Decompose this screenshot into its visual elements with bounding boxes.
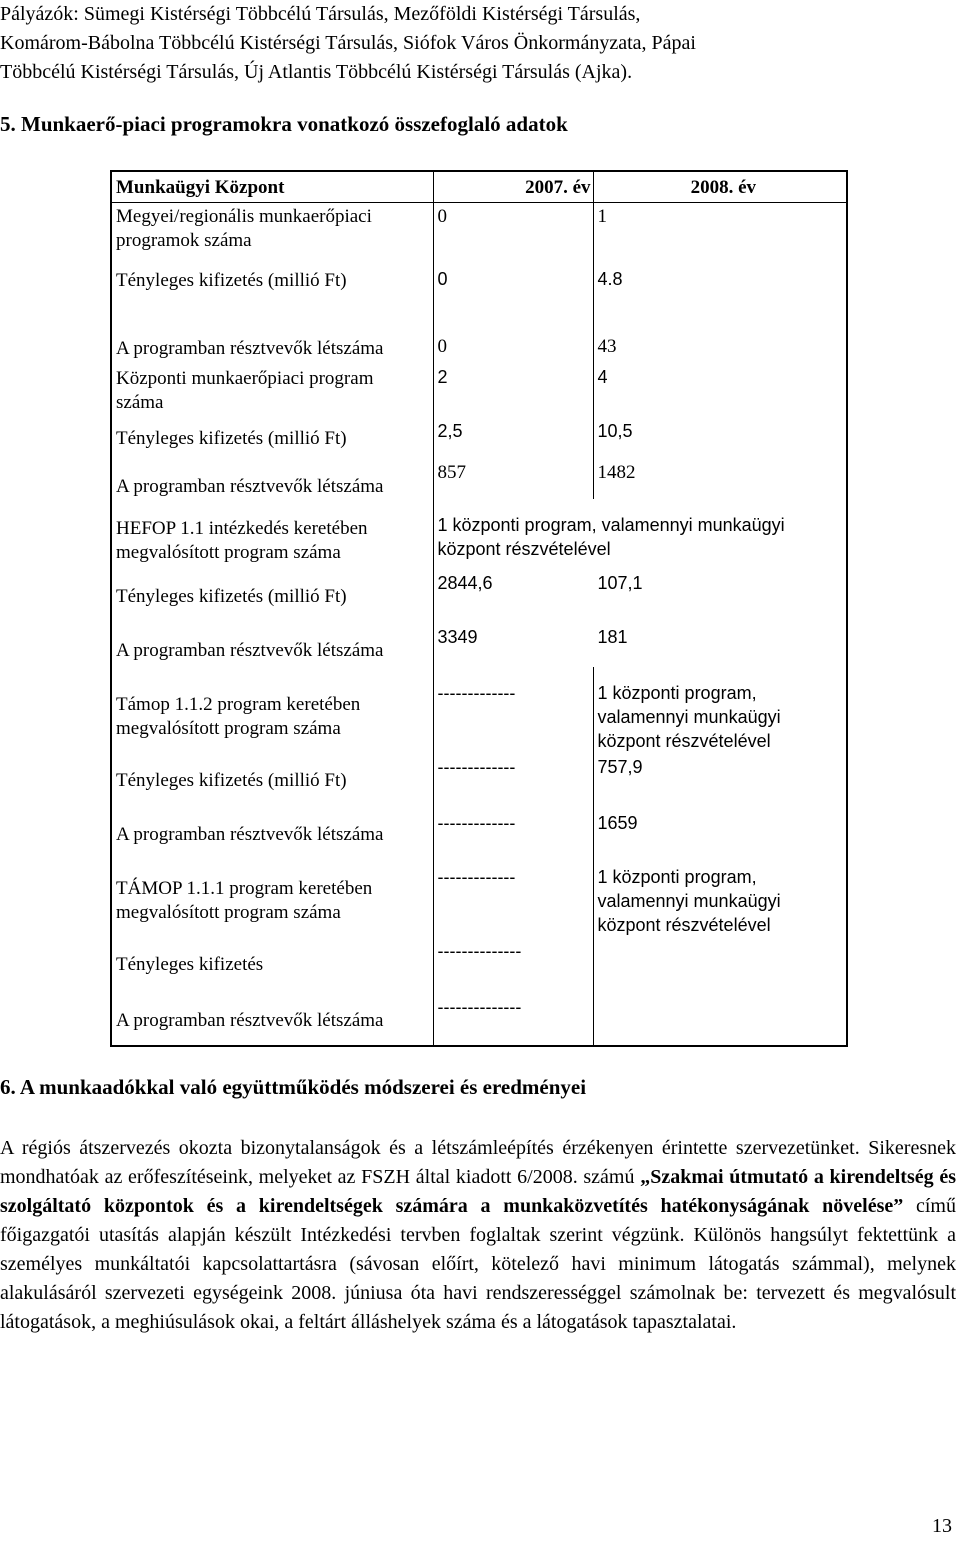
column-divider (593, 203, 594, 499)
value-2008: 1 (597, 206, 607, 227)
value-2008: 181 (597, 627, 628, 647)
row-label: Tényleges kifizetés (millió Ft) (116, 428, 347, 449)
value-2007: 0 (437, 206, 447, 227)
row-label: Támop 1.1.2 program keretében megvalósított program száma (116, 694, 361, 739)
paragraph-bold-title: „Szakmai útmutató a kirendeltség és szolgáltató központok és a kirendeltségek számára a munkaközvetítés hatékonyságának növelése” (0, 1166, 956, 1217)
paragraph-text: A régiós átszervezés okozta bizonytalanságok és a létszámleépítés érzékenyen érintette szervezetünket. Sikeresnek mondhatóak az erőfeszítéseink, melyeket az FSZH által kiadott 6/2008. számú (0, 1137, 956, 1188)
row-label: Tényleges kifizetés (millió Ft) (116, 586, 347, 607)
row-label: A programban résztvevők létszáma (116, 824, 384, 845)
value-2007: 3349 (437, 627, 478, 647)
value-2007: 2 (437, 367, 448, 387)
value-2007: -------------- (437, 997, 522, 1017)
row-label: A programban résztvevők létszáma (116, 476, 384, 497)
section-6-paragraph (0, 1134, 956, 1337)
value-2007: 857 (437, 462, 466, 483)
intro-line-3: Többcélú Kistérségi Társulás, Új Atlantis Többcélú Kistérségi Társulás (Ajka). (0, 61, 633, 83)
row-label: A programban résztvevők létszáma (116, 338, 384, 359)
table-header-row (111, 171, 847, 203)
value-2007: ------------- (437, 813, 516, 833)
header-2007: 2007. év (433, 171, 593, 203)
table-body-row (111, 203, 847, 1047)
value-2007: ------------- (437, 867, 516, 887)
label-column (111, 203, 433, 1047)
section-5-heading: 5. Munkaerő-piaci programokra vonatkozó összefoglaló adatok (0, 112, 568, 136)
row-label: Tényleges kifizetés (116, 954, 264, 975)
value-2008: 1 központi program, valamennyi munkaügyi központ részvételével (597, 683, 781, 751)
value-2007: ------------- (437, 757, 516, 777)
value-2007: 0 (437, 336, 447, 357)
value-2008: 43 (597, 336, 617, 357)
value-2008: 1482 (597, 462, 636, 483)
page-number: 13 (932, 1515, 952, 1537)
column-divider (593, 667, 594, 1045)
value-2008: 1659 (597, 813, 638, 833)
value-2008: 4 (597, 367, 608, 387)
paragraph-text: című főigazgatói utasítás alapján készült Intézkedési tervben foglaltak szerint végzünk. Különös hangsúlyt fektettünk a személyes munkáltatói kapcsolattartásra (sávosan előírt, kötelező havi minimum látogatás számmal), melynek alakulásáról szervezeti egységeink 2008. júniusa óta havi rendszerességgel számolnak be: tervezett és megvalósult látogatások, a meghiúsulások okai, a feltárt álláshelyek száma és a látogatások tapasztalatai. (0, 1195, 956, 1333)
values-area (433, 203, 847, 1047)
value-2008: 757,9 (597, 757, 643, 777)
row-label: A programban résztvevők létszáma (116, 1010, 384, 1031)
section-6-heading: 6. A munkaadókkal való együttműködés módszerei és eredményei (0, 1075, 587, 1099)
header-munkaugyi-kozpont: Munkaügyi Központ (111, 171, 433, 203)
value-2007: 2,5 (437, 421, 463, 441)
row-label: HEFOP 1.1 intézkedés keretében megvalósított program száma (116, 518, 368, 563)
row-label: TÁMOP 1.1.1 program keretében megvalósított program száma (116, 878, 373, 923)
intro-paragraph (0, 0, 956, 87)
value-2008: 107,1 (597, 573, 643, 593)
row-label: A programban résztvevők létszáma (116, 640, 384, 661)
row-label: Tényleges kifizetés (millió Ft) (116, 270, 347, 291)
value-2008: 10,5 (597, 421, 633, 441)
value-2007: -------------- (437, 941, 522, 961)
value-2008: 4.8 (597, 269, 623, 289)
intro-line-1: Pályázók: Sümegi Kistérségi Többcélú Társulás, Mezőföldi Kistérségi Társulás, (0, 3, 641, 25)
value-2007: ------------- (437, 683, 516, 703)
row-label: Megyei/regionális munkaerőpiaci programok száma (116, 206, 372, 251)
merged-value-hefop: 1 központi program, valamennyi munkaügyi központ részvételével (437, 515, 785, 559)
value-2007: 2844,6 (437, 573, 493, 593)
value-2008: 1 központi program, valamennyi munkaügyi központ részvételével (597, 867, 781, 935)
summary-table (110, 170, 848, 1047)
header-2008: 2008. év (593, 171, 847, 203)
value-2007: 0 (437, 269, 448, 289)
intro-line-2: Komárom-Bábolna Többcélú Kistérségi Társulás, Siófok Város Önkormányzata, Pápai (0, 32, 696, 54)
row-label: Központi munkaerőpiaci program száma (116, 368, 374, 413)
row-label: Tényleges kifizetés (millió Ft) (116, 770, 347, 791)
